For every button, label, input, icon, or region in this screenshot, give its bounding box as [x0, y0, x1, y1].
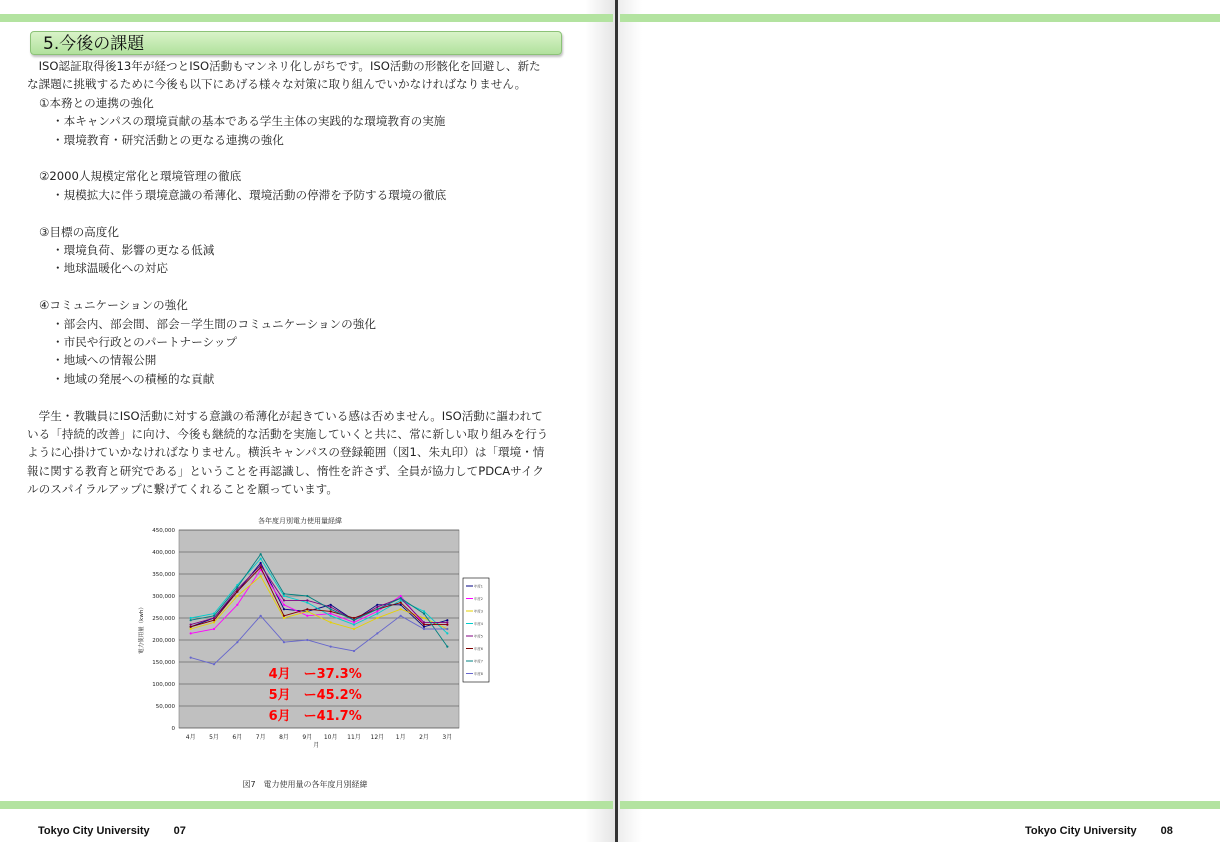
x-tick-label: 3月 [442, 734, 453, 741]
data-point [423, 610, 425, 612]
data-point [306, 615, 308, 617]
data-point [283, 595, 285, 597]
x-tick-label: 10月 [323, 734, 338, 741]
task-bullet: ・地域への情報公開 [52, 353, 157, 368]
data-point [260, 558, 262, 560]
y-tick-label: 400,000 [152, 550, 175, 556]
task-bullet: ・本キャンパスの環境貢献の基本である学生主体の実践的な環境教育の実施 [52, 114, 446, 129]
legend-label: 年度7 [474, 659, 483, 664]
data-point [423, 626, 425, 628]
data-point [190, 626, 192, 628]
data-point [260, 553, 262, 555]
data-point [376, 632, 378, 634]
closing-line: 学生・教職員にISO活動に対する意識の希薄化が起きている感は否めません。ISO活動に謳われて [27, 408, 543, 423]
bottom-band-right [620, 801, 1220, 809]
top-band-left [0, 14, 613, 22]
data-point [376, 606, 378, 608]
y-tick-label: 350,000 [152, 572, 175, 578]
data-point [260, 562, 262, 564]
data-point [353, 624, 355, 626]
top-band-right [620, 14, 1220, 22]
legend-label: 年度1 [474, 584, 483, 589]
data-point [376, 604, 378, 606]
y-tick-label: 200,000 [152, 638, 175, 644]
footer-university: Tokyo City University [38, 825, 150, 837]
data-point [330, 606, 332, 608]
legend-label: 年度2 [474, 597, 483, 601]
data-point [376, 617, 378, 619]
data-point [306, 599, 308, 601]
data-point [213, 628, 215, 630]
data-point [213, 621, 215, 623]
data-point [283, 604, 285, 606]
task-bullet: ・規模拡大に伴う環境意識の希薄化、環境活動の停滞を予防する環境の徹底 [52, 187, 447, 202]
data-point [423, 621, 425, 623]
spine-shadow-left [585, 0, 615, 842]
data-point [353, 617, 355, 619]
data-point [190, 619, 192, 621]
task-bullet: ・環境負荷、影響の更なる低減 [52, 243, 215, 258]
reduction-annotation: 6月 ー41.7% [268, 709, 362, 724]
task-bullet: ・地域の発展への積極的な貢献 [52, 371, 215, 386]
footer-left [38, 825, 186, 837]
intro-line: な課題に挑戦するために今後も以下にあげる様々な対策に取り組んでいかなければなりません。 [27, 77, 527, 92]
data-point [236, 591, 238, 593]
data-point [283, 599, 285, 601]
legend-label: 年度8 [474, 672, 483, 676]
section-heading: 5.今後の課題 [30, 31, 562, 55]
data-point [446, 628, 448, 630]
x-tick-label: 12月 [370, 734, 385, 741]
data-point [446, 619, 448, 621]
data-point [353, 628, 355, 630]
data-point [446, 632, 448, 634]
closing-line: いる「持続的改善」に向け、今後も継続的な活動を実施していくと共に、常に新しい取り組みを行う [27, 427, 549, 442]
data-point [376, 608, 378, 610]
data-point [400, 608, 402, 610]
data-point [213, 619, 215, 621]
data-point [306, 602, 308, 604]
chart-title: 各年度月別電力使用量経緯 [258, 517, 342, 525]
data-point [400, 615, 402, 617]
intro-line: ISO認証取得後13年が経つとISO活動もマンネリ化しがちです。ISO活動の形骸化を回避し、新た [27, 59, 541, 73]
data-point [400, 604, 402, 606]
y-tick-label: 450,000 [152, 528, 175, 534]
data-point [190, 624, 192, 626]
y-tick-label: 300,000 [152, 594, 175, 600]
reduction-annotation: 4月 ー37.3% [268, 667, 362, 682]
spine-shadow-right [618, 0, 642, 842]
data-point [306, 595, 308, 597]
data-point [330, 646, 332, 648]
data-point [423, 624, 425, 626]
x-tick-label: 7月 [255, 734, 266, 741]
data-point [330, 615, 332, 617]
page-number: 07 [173, 825, 186, 837]
closing-line: 報に関する教育と研究である」ということを再認識し、惰性を許さず、全員が協力してPDCAサイク [27, 463, 544, 478]
data-point [330, 621, 332, 623]
data-point [260, 566, 262, 568]
y-tick-label: 50,000 [155, 704, 175, 710]
data-point [446, 624, 448, 626]
data-point [353, 650, 355, 652]
x-tick-label: 1月 [395, 734, 406, 741]
data-point [190, 617, 192, 619]
right-page [618, 0, 1220, 842]
legend-label: 年度5 [474, 634, 483, 639]
task-title: ②2000人規模定常化と環境管理の徹底 [39, 169, 242, 184]
legend-label: 年度4 [474, 622, 483, 626]
data-point [213, 663, 215, 665]
data-point [353, 621, 355, 623]
data-point [236, 604, 238, 606]
data-point [283, 617, 285, 619]
x-tick-label: 4月 [185, 734, 196, 741]
data-point [283, 641, 285, 643]
y-tick-label: 100,000 [152, 682, 175, 688]
data-point [236, 595, 238, 597]
y-tick-label: 150,000 [152, 660, 175, 666]
legend-label: 年度3 [474, 609, 483, 614]
footer-university: Tokyo City University [1025, 825, 1137, 837]
task-title: ①本務との連携の強化 [39, 95, 154, 110]
x-tick-label: 11月 [347, 734, 361, 741]
data-point [423, 617, 425, 619]
data-point [190, 657, 192, 659]
task-title: ④コミュニケーションの強化 [39, 298, 188, 313]
footer-right [1025, 825, 1173, 837]
closing-line: ルのスパイラルアップに繋げてくれることを願っています。 [27, 482, 338, 497]
task-bullet: ・市民や行政とのパートナーシップ [52, 335, 238, 350]
legend-box [463, 578, 489, 682]
page-number: 08 [1160, 825, 1173, 837]
x-tick-label: 8月 [279, 734, 289, 741]
electricity-usage-chart [135, 515, 495, 749]
data-point [353, 619, 355, 621]
data-point [190, 632, 192, 634]
data-point [260, 564, 262, 566]
task-bullet: ・地球温暖化への対応 [52, 261, 168, 276]
data-point [306, 610, 308, 612]
data-point [400, 595, 402, 597]
data-point [423, 628, 425, 630]
data-point [330, 604, 332, 606]
y-axis-label: 電力使用量（kwh） [139, 604, 145, 654]
reduction-annotation: 5月 ー45.2% [268, 688, 362, 703]
x-tick-label: 6月 [232, 734, 243, 741]
body-text [27, 57, 587, 499]
closing-line: ように心掛けていかなければなりません。横浜キャンパスの登録範囲（図1、朱丸印）は「環境・情 [27, 445, 545, 460]
y-tick-label: 0 [171, 726, 175, 732]
data-point [330, 610, 332, 612]
data-point [400, 602, 402, 604]
data-point [330, 613, 332, 615]
task-bullet: ・環境教育・研究活動との更なる連携の強化 [52, 132, 284, 147]
x-axis-label: 月 [313, 742, 320, 749]
task-title: ③目標の高度化 [39, 224, 119, 239]
data-point [400, 597, 402, 599]
legend-label: 年度6 [474, 647, 483, 651]
data-point [330, 608, 332, 610]
book-spine [615, 0, 618, 842]
data-point [306, 639, 308, 641]
data-point [260, 615, 262, 617]
y-tick-label: 250,000 [152, 616, 175, 622]
data-point [213, 615, 215, 617]
data-point [190, 628, 192, 630]
data-point [446, 646, 448, 648]
data-point [283, 615, 285, 617]
data-point [283, 608, 285, 610]
x-tick-label: 2月 [419, 734, 429, 741]
task-bullet: ・部会内、部会間、部会－学生間のコミュニケーションの強化 [52, 316, 376, 331]
data-point [236, 586, 238, 588]
data-point [376, 613, 378, 615]
data-point [446, 621, 448, 623]
data-point [376, 610, 378, 612]
data-point [236, 641, 238, 643]
x-tick-label: 5月 [209, 734, 219, 741]
figure-caption: 図7 電力使用量の各年度月別経緯 [242, 780, 368, 789]
data-point [260, 575, 262, 577]
x-tick-label: 9月 [302, 734, 313, 741]
data-point [283, 593, 285, 595]
data-point [306, 608, 308, 610]
data-point [423, 613, 425, 615]
bottom-band-left [0, 801, 613, 809]
